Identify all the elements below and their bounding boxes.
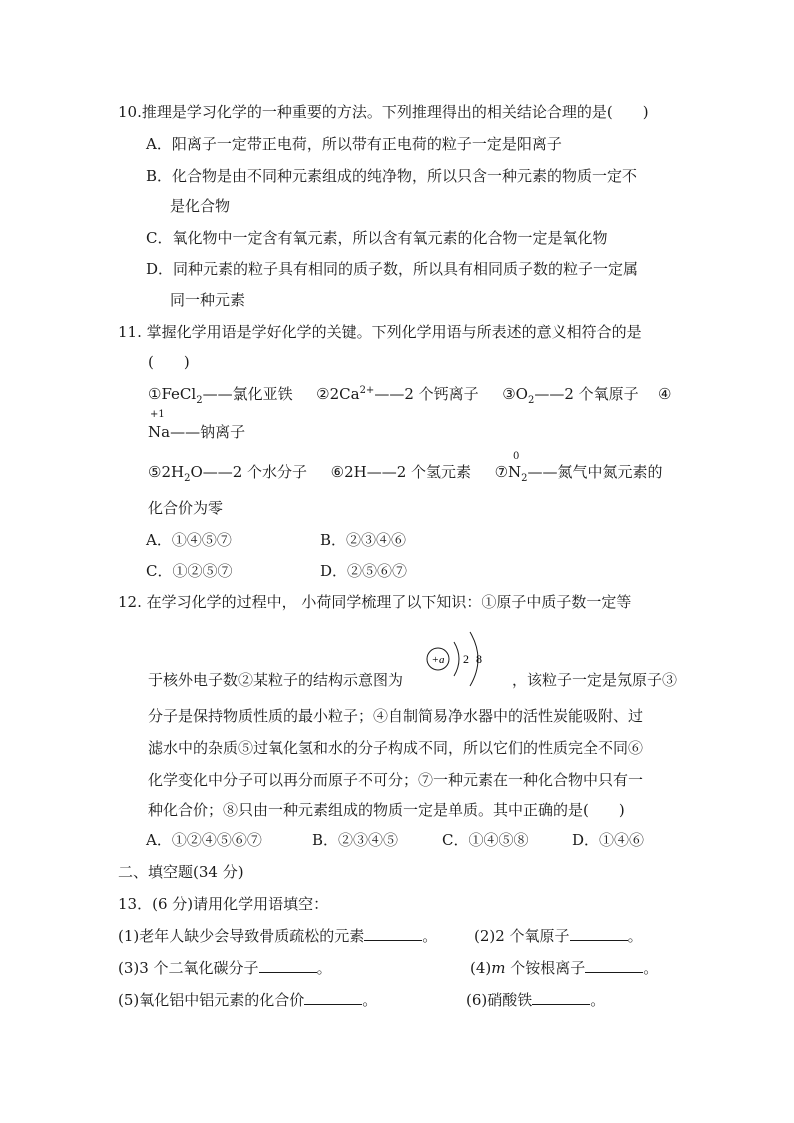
q11-option-c: C．①②⑤⑦ xyxy=(146,562,233,580)
q12-option-b: B．②③④⑤ xyxy=(312,831,399,849)
answer-blank-3[interactable] xyxy=(259,958,317,973)
q13-part6: (6)硝酸铁 。 xyxy=(466,991,606,1009)
answer-blank-4[interactable] xyxy=(585,958,643,973)
q11-items-row3 xyxy=(148,462,663,482)
q11-items-row1 xyxy=(148,384,639,404)
q10-option-c: C．氧化物中一定含有氧元素，所以含有氧元素的化合物一定是氧化物 xyxy=(146,229,608,247)
q11-option-a: A．①④⑤⑦ xyxy=(146,531,232,549)
q13-part4: (4)m 个铵根离子 。 xyxy=(470,959,659,977)
q11-option-b: B．②③④⑥ xyxy=(320,531,407,549)
q12-line5: 化学变化中分子可以再分而原子不可分；⑦一种元素在一种化合物中只有一 xyxy=(148,771,644,789)
q12-line6: 种化合价；⑧只由一种元素组成的物质一定是单质。其中正确的是( ) xyxy=(148,801,625,819)
shell-2-electrons: 8 xyxy=(476,652,482,666)
q11-item7-cont: 化合价为零 xyxy=(148,499,224,517)
q12-stem: 12. 在学习化学的过程中， 小荷同学梳理了以下知识：①原子中质子数一定等 xyxy=(118,593,632,611)
q13-stem: 13．(6 分)请用化学用语填空： xyxy=(118,895,329,913)
q11-item4-valence: +1 xyxy=(150,409,165,420)
nucleus-charge: +a xyxy=(431,654,445,666)
q12-line3: 分子是保持物质性质的最小粒子；④自制简易净水器中的活性炭能吸附、过 xyxy=(148,707,644,725)
q12-option-a: A．①②④⑤⑥⑦ xyxy=(146,831,262,849)
answer-blank-6[interactable] xyxy=(532,990,590,1005)
q11-stem: 11. 掌握化学用语是学好化学的关键。下列化学用语与所表述的意义相符合的是 xyxy=(118,323,642,341)
q11-option-d: D．②⑤⑥⑦ xyxy=(320,562,408,580)
q10-option-b-cont: 是化合物 xyxy=(170,197,231,215)
section-title-fill-in: 二、填空题(34 分) xyxy=(118,863,244,881)
answer-blank-1[interactable] xyxy=(364,926,422,941)
q13-part3: (3)3 个二氧化碳分子 。 xyxy=(118,959,332,977)
q10-stem: 10.推理是学习化学的一种重要的方法。下列推理得出的相关结论合理的是( ) xyxy=(118,103,649,121)
q12-line2-a: 于核外电子数②某粒子的结构示意图为 xyxy=(148,671,404,689)
q11-item5: $⑤2H_2O——2$ 个水分子 xyxy=(148,463,308,484)
q13-part2: (2)2 个氧原子 。 xyxy=(474,927,643,945)
answer-blank-5[interactable] xyxy=(304,990,362,1005)
atomic-structure-diagram xyxy=(424,626,494,690)
q10-option-d-cont: 同一种元素 xyxy=(170,291,246,309)
answer-blank-2[interactable] xyxy=(570,926,628,941)
q12-option-c: C．①④⑤⑧ xyxy=(442,831,529,849)
shell-1-electrons: 2 xyxy=(463,652,469,666)
q13-part5: (5)氧化铝中铝元素的化合价 。 xyxy=(118,991,378,1009)
q11-item4: Na——钠离子 xyxy=(148,423,246,441)
q12-line2-b: ，该粒子一定是氖原子③ xyxy=(512,671,678,689)
q11-item2: $②2Ca^{2+}——2$ 个钙离子 xyxy=(316,385,479,403)
q11-item4-number: ④ xyxy=(658,385,672,403)
q11-item3: $③O_2——2$ 个氧原子 xyxy=(502,385,639,406)
q11-item7-valence: 0 xyxy=(513,451,520,462)
q12-option-d: D．①④⑥ xyxy=(572,831,645,849)
q10-option-d: D．同种元素的粒子具有相同的质子数，所以具有相同质子数的粒子一定属 xyxy=(146,260,639,278)
q11-paren: ( ) xyxy=(148,353,190,371)
q13-part1: (1)老年人缺少会导致骨质疏松的元素 。 xyxy=(118,927,438,945)
q12-line4: 滤水中的杂质⑤过氧化氢和水的分子构成不同，所以它们的性质完全不同⑥ xyxy=(148,739,644,757)
q11-item6: ⑥2H——2 个氢元素 xyxy=(330,463,472,481)
q11-item7: $⑦N_2——$氮气中氮元素的 xyxy=(494,463,663,484)
q10-option-a: A．阳离子一定带正电荷，所以带有正电荷的粒子一定是阳离子 xyxy=(146,135,562,153)
q11-item1: ①FeCl$_2$——氯化亚铁 xyxy=(148,385,293,406)
q10-option-b: B．化合物是由不同种元素组成的纯净物，所以只含一种元素的物质一定不 xyxy=(146,167,638,185)
